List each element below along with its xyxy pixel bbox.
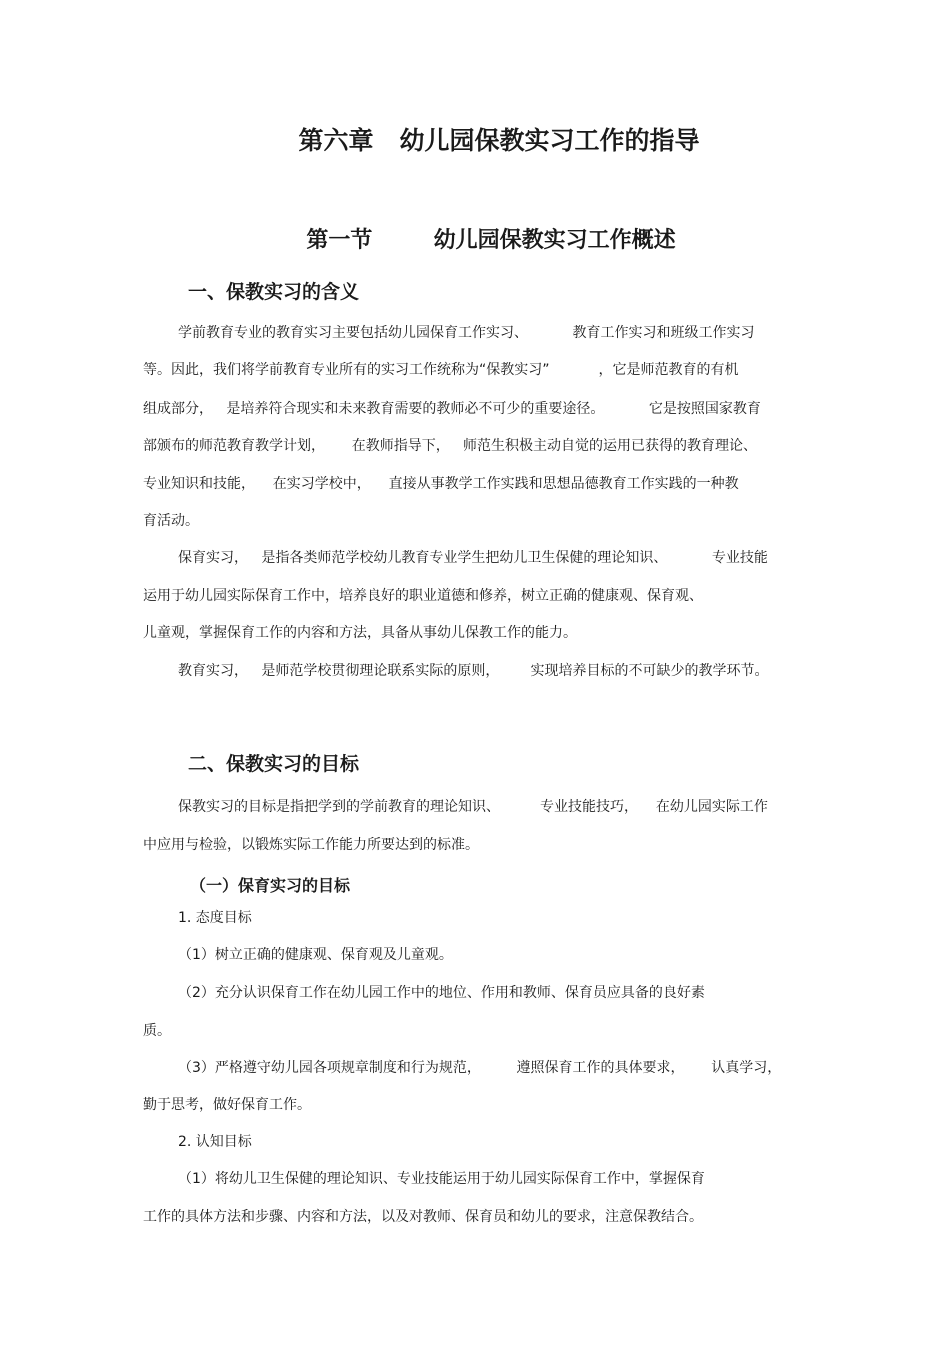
list-item: 1. 态度目标 bbox=[178, 910, 252, 926]
list-item: （2）充分认识保育工作在幼儿园工作中的地位、作用和教师、保育员应具备的良好素 bbox=[178, 985, 705, 1001]
paragraph-line: 儿童观，掌握保育工作的内容和方法，具备从事幼儿保教工作的能力。 bbox=[143, 625, 577, 641]
paragraph-line: 学前教育专业的教育实习主要包括幼儿园保育工作实习、 教育工作实习和班级工作实习 bbox=[178, 325, 755, 341]
paragraph-line: 中应用与检验，以锻炼实际工作能力所要达到的标准。 bbox=[143, 837, 479, 853]
paragraph-line: 育活动。 bbox=[143, 513, 199, 529]
paragraph-line: 保教实习的目标是指把学到的学前教育的理论知识、 专业技能技巧， 在幼儿园实际工作 bbox=[178, 799, 768, 815]
paragraph-line: 部颁布的师范教育教学计划， 在教师指导下， 师范生积极主动自觉的运用已获得的教育理论、 bbox=[143, 438, 758, 454]
list-item: 勤于思考，做好保育工作。 bbox=[143, 1097, 311, 1113]
part2-heading: 二、保教实习的目标 bbox=[188, 753, 360, 775]
paragraph-line: 等。因此，我们将学前教育专业所有的实习工作统称为“保教实习” ，它是师范教育的有机 bbox=[143, 362, 739, 378]
list-item: （1）将幼儿卫生保健的理论知识、专业技能运用于幼儿园实际保育工作中，掌握保育 bbox=[178, 1171, 705, 1187]
subsection-heading: （一）保育实习的目标 bbox=[190, 876, 351, 895]
part1-heading: 一、保教实习的含义 bbox=[188, 281, 360, 303]
chapter-title: 第六章 幼儿园保教实习工作的指导 bbox=[298, 126, 700, 155]
paragraph-line: 组成部分， 是培养符合现实和未来教育需要的教师必不可少的重要途径。 它是按照国家教育 bbox=[143, 401, 761, 417]
paragraph-line: 保育实习， 是指各类师范学校幼儿教育专业学生把幼儿卫生保健的理论知识、 专业技能 bbox=[178, 550, 768, 566]
list-item: （3）严格遵守幼儿园各项规章制度和行为规范， 遵照保育工作的具体要求， 认真学习， bbox=[178, 1060, 782, 1076]
list-item: 工作的具体方法和步骤、内容和方法，以及对教师、保育员和幼儿的要求，注意保教结合。 bbox=[143, 1209, 703, 1225]
section-title: 第一节 幼儿园保教实习工作概述 bbox=[306, 228, 676, 253]
list-item: 2. 认知目标 bbox=[178, 1134, 252, 1150]
list-item: （1）树立正确的健康观、保育观及儿童观。 bbox=[178, 947, 453, 963]
paragraph-line: 运用于幼儿园实际保育工作中，培养良好的职业道德和修养，树立正确的健康观、保育观、 bbox=[143, 588, 703, 604]
list-item: 质。 bbox=[143, 1023, 171, 1039]
paragraph-line: 专业知识和技能， 在实习学校中， 直接从事教学工作实践和思想品德教育工作实践的一种教 bbox=[143, 476, 739, 492]
paragraph-line: 教育实习， 是师范学校贯彻理论联系实际的原则， 实现培养目标的不可缺少的教学环节。 bbox=[178, 663, 769, 679]
